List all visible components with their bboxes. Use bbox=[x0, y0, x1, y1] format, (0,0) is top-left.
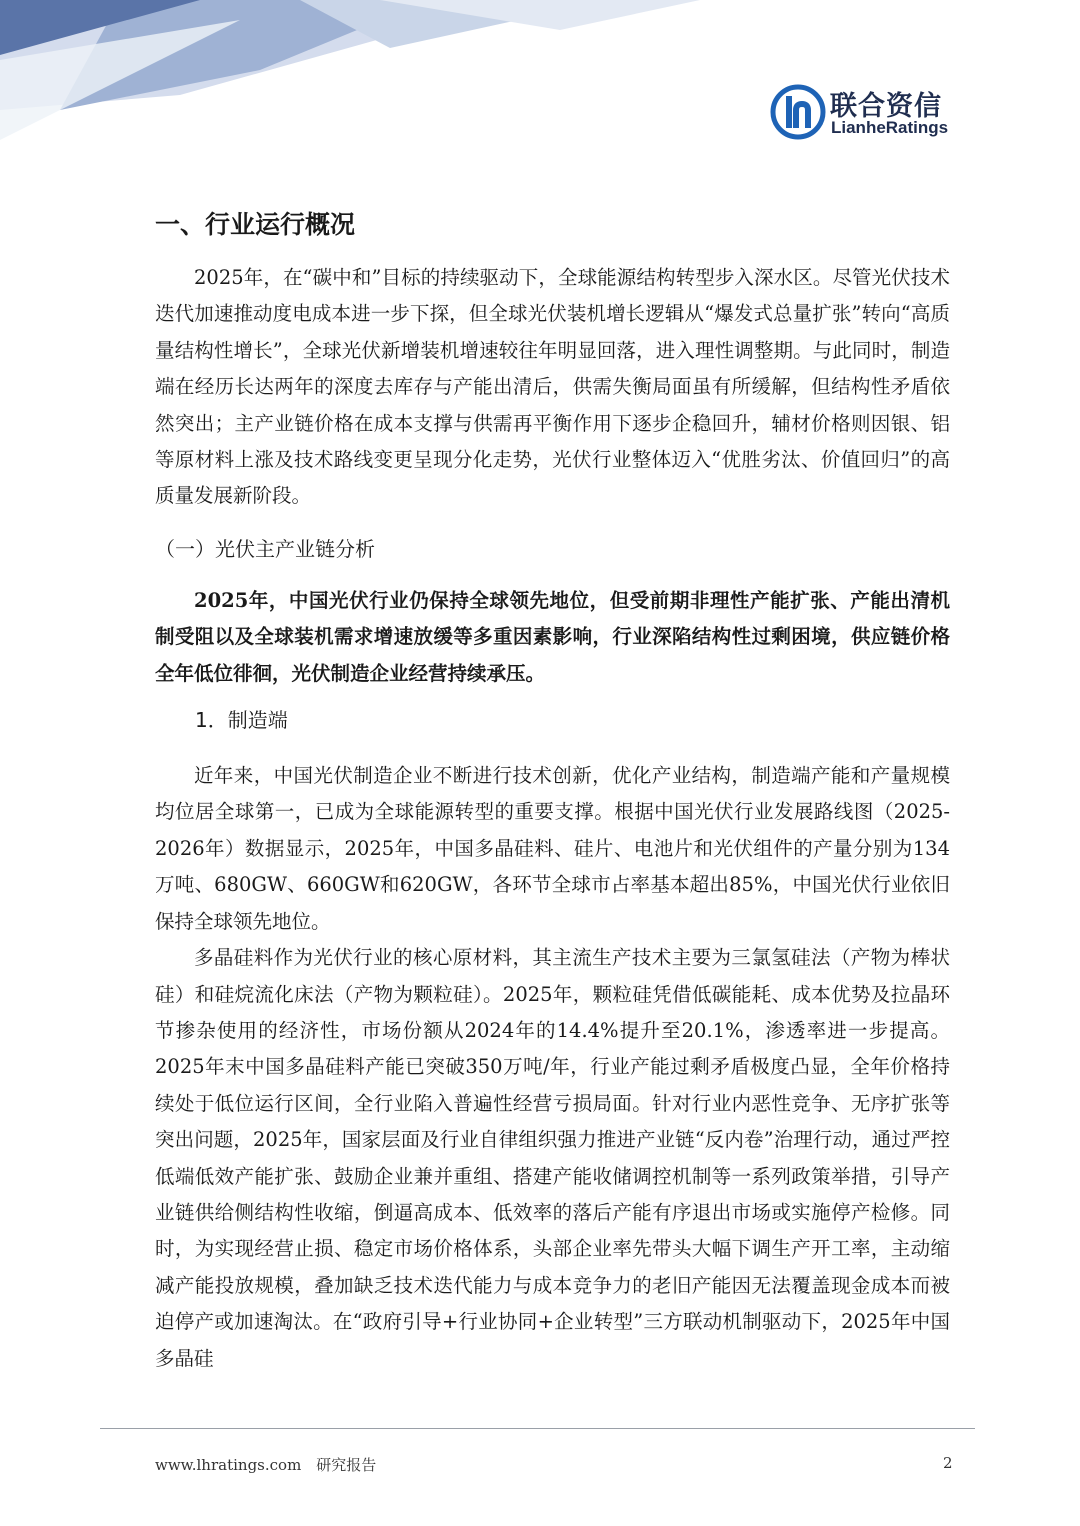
section-intro-paragraph: 2025年，在“碳中和”目标的持续驱动下，全球能源结构转型步入深水区。尽管光伏技术迭代加速推动度电成本进一步下探，但全球光伏装机增长逻辑从“爆发式总量扩张”转向“高质量结构性增长”，全球光伏新增装机增速较往年明显回落，进入理性调整期。与此同时，制造端在经历长达两年的深度去库存与产能出清后，供需失衡局面虽有所缓解，但结构性矛盾依然突出；主产业链价格在成本支撑与供需再平衡作用下逐步企稳回升，辅材价格则因银、铝等原材料上涨及技术路线变更呈现分化走势，光伏行业整体迈入“优胜劣汰、价值回归”的高质量发展新阶段。 bbox=[155, 266, 950, 508]
manufacturing-paragraph-1: 近年来，中国光伏制造企业不断进行技术创新，优化产业结构，制造端产能和产量规模均位居全球第一，已成为全球能源转型的重要支撑。根据中国光伏行业发展路线图（2025-2026年）数据显示，2025年，中国多晶硅料、硅片、电池片和光伏组件的产量分别为134万吨、680GW、660GW和620GW，各环节全球市占率基本超出85%，中国光伏行业依旧保持全球领先地位。 bbox=[155, 764, 950, 933]
manufacturing-heading: 1．制造端 bbox=[195, 708, 288, 733]
section-title: 一、行业运行概况 bbox=[155, 210, 356, 239]
footer-site: www.lhratings.com 研究报告 bbox=[155, 1456, 377, 1474]
lianhe-logo bbox=[770, 84, 970, 144]
footer-divider bbox=[100, 1428, 975, 1429]
logo-name-cn: 联合资信 bbox=[830, 91, 942, 122]
subsection-lead-paragraph: 2025年，中国光伏行业仍保持全球领先地位，但受前期非理性产能扩张、产能出清机制受阻以及全球装机需求增速放缓等多重因素影响，行业深陷结构性过剩困境，供应链价格全年低位徘徊，光伏制造企业经营持续承压。 bbox=[155, 588, 950, 685]
logo-name-en: LianheRatings bbox=[831, 118, 949, 137]
manufacturing-paragraph-2: 多晶硅料作为光伏行业的核心原材料，其主流生产技术主要为三氯氢硅法（产物为棒状硅）和硅烷流化床法（产物为颗粒硅）。2025年，颗粒硅凭借低碳能耗、成本优势及拉晶环节掺杂使用的经济性，市场份额从2024年的14.4%提升至20.1%，渗透率进一步提高。2025年末中国多晶硅料产能已突破350万吨/年，行业产能过剩矛盾极度凸显，全年价格持续处于低位运行区间，全行业陷入普遍性经营亏损局面。针对行业内恶性竞争、无序扩张等突出问题，2025年，国家层面及行业自律组织强力推进产业链“反内卷”治理行动，通过严控低端低效产能扩张、鼓励企业兼并重组、搭建产能收储调控机制等一系列政策举措，引导产业链供给侧结构性收缩，倒逼高成本、低效率的落后产能有序退出市场或实施停产检修。同时，为实现经营止损、稳定市场价格体系，头部企业率先带头大幅下调生产开工率，主动缩减产能投放规模，叠加缺乏技术迭代能力与成本竞争力的老旧产能因无法覆盖现金成本而被迫停产或加速淘汰。在“政府引导+行业协同+企业转型”三方联动机制驱动下，2025年中国多晶硅 bbox=[155, 946, 950, 1370]
lianhe-logo-mark-icon bbox=[770, 84, 826, 140]
report-body bbox=[155, 204, 950, 1377]
subsection-title: （一）光伏主产业链分析 bbox=[155, 536, 375, 561]
page-number: 2 bbox=[943, 1454, 953, 1472]
